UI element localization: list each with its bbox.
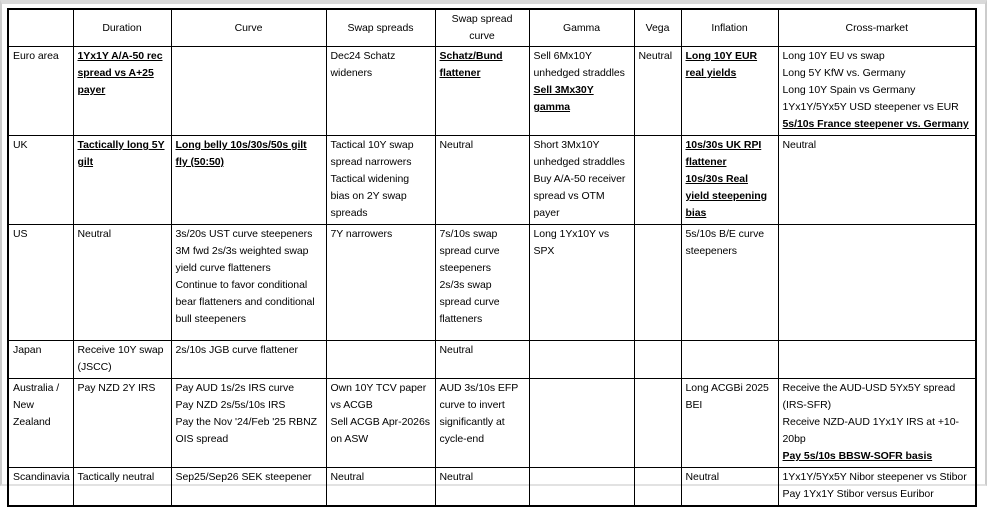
cell-japan-vega <box>634 341 681 379</box>
table-row-japan <box>8 341 976 379</box>
cell-japan-swap-spreads <box>326 341 435 379</box>
cell-japan-swap-spread-curve <box>435 341 529 379</box>
trade-item-conviction: Pay 5s/10s BBSW-SOFR basis <box>782 450 933 462</box>
trade-item-conviction: Long 10Y EUR real yields <box>685 50 758 79</box>
cell-us-swap-spread-curve <box>435 225 529 341</box>
cell-australia-new-zealand-cross-market <box>778 379 976 468</box>
table-row-australia-new-zealand <box>8 379 976 468</box>
trade-item-conviction: Long belly 10s/30s/50s gilt fly (50:50) <box>175 139 307 168</box>
cell-australia-new-zealand-vega <box>634 379 681 468</box>
trade-item-conviction: Tactically long 5Y gilt <box>77 139 165 168</box>
trade-recommendations-table <box>7 8 977 507</box>
trade-item: Long ACGBi 2025 BEI <box>685 382 769 411</box>
trade-item: Buy A/A-50 receiver spread vs OTM payer <box>533 173 626 219</box>
cell-uk-swap-spreads <box>326 136 435 225</box>
trade-item: Tactically neutral <box>77 471 155 483</box>
trade-item: Sell ACGB Apr-2026s on ASW <box>330 416 430 445</box>
trade-item: Long 5Y KfW vs. Germany <box>782 67 906 79</box>
cell-us-vega <box>634 225 681 341</box>
cell-uk-curve <box>171 136 326 225</box>
cell-euro-area-duration <box>73 47 171 136</box>
cell-uk-vega <box>634 136 681 225</box>
trade-item: Tactical 10Y swap spread narrowers <box>330 139 414 168</box>
cell-scandinavia-vega <box>634 468 681 507</box>
trade-item: Neutral <box>439 344 473 356</box>
trade-item-conviction: Sell 3Mx30Y gamma <box>533 84 594 113</box>
trade-item: Neutral <box>439 471 473 483</box>
cell-uk-gamma <box>529 136 634 225</box>
cell-us-cross-market <box>778 225 976 341</box>
trade-item: AUD 3s/10s EFP curve to invert significantly at cycle-end <box>439 382 518 445</box>
trade-item: Tactical widening bias on 2Y swap spreads <box>330 173 410 219</box>
column-header-cross-market: Cross-market <box>778 9 976 47</box>
column-header-region <box>8 9 73 47</box>
trade-item: 3M fwd 2s/3s weighted swap yield curve flatteners <box>175 245 309 274</box>
region-label-euro-area: Euro area <box>8 47 73 136</box>
region-label-japan: Japan <box>8 341 73 379</box>
column-header-swap-spreads: Swap spreads <box>326 9 435 47</box>
trade-item: Long 1Yx10Y vs SPX <box>533 228 610 257</box>
trade-item: Dec24 Schatz wideners <box>330 50 396 79</box>
cell-japan-inflation <box>681 341 778 379</box>
trade-item-conviction: 10s/30s Real yield steepening bias <box>685 173 767 219</box>
cell-scandinavia-duration <box>73 468 171 507</box>
region-label-us: US <box>8 225 73 341</box>
trade-item: Receive the AUD-USD 5Yx5Y spread (IRS-SFR) <box>782 382 956 411</box>
region-label-uk: UK <box>8 136 73 225</box>
table-row-us <box>8 225 976 341</box>
trade-item: Pay the Nov '24/Feb '25 RBNZ OIS spread <box>175 416 318 445</box>
cell-scandinavia-cross-market <box>778 468 976 507</box>
trade-item: Pay NZD 2Y IRS <box>77 382 156 394</box>
cell-japan-duration <box>73 341 171 379</box>
trade-item: 7Y narrowers <box>330 228 393 240</box>
column-header-curve: Curve <box>171 9 326 47</box>
trade-item: Continue to favor conditional bear flatteners and conditional bull steepeners <box>175 279 315 325</box>
cell-uk-swap-spread-curve <box>435 136 529 225</box>
trade-item: 7s/10s swap spread curve steepeners <box>439 228 500 274</box>
trade-item: 2s/10s JGB curve flattener <box>175 344 298 356</box>
region-label-australia-new-zealand: Australia / New Zealand <box>8 379 73 468</box>
trade-item: 3s/20s UST curve steepeners <box>175 228 313 240</box>
cell-euro-area-curve <box>171 47 326 136</box>
cell-euro-area-vega <box>634 47 681 136</box>
trade-item-conviction: 10s/30s UK RPI flattener <box>685 139 762 168</box>
cell-scandinavia-swap-spreads <box>326 468 435 507</box>
cell-us-inflation <box>681 225 778 341</box>
trade-item: Neutral <box>638 50 672 62</box>
trade-item: Long 10Y EU vs swap <box>782 50 885 62</box>
trade-item: Neutral <box>439 139 473 151</box>
trade-item: Sep25/Sep26 SEK steepener <box>175 471 312 483</box>
trade-item: Neutral <box>685 471 719 483</box>
trade-item: Neutral <box>330 471 364 483</box>
cell-australia-new-zealand-curve <box>171 379 326 468</box>
trade-item-conviction: 5s/10s France steepener vs. Germany <box>782 118 969 130</box>
column-header-gamma: Gamma <box>529 9 634 47</box>
cell-uk-duration <box>73 136 171 225</box>
trade-item-conviction: 1Yx1Y A/A-50 rec spread vs A+25 payer <box>77 50 163 96</box>
trade-item: Own 10Y TCV paper vs ACGB <box>330 382 427 411</box>
cell-euro-area-swap-spreads <box>326 47 435 136</box>
table-row-uk <box>8 136 976 225</box>
cell-euro-area-cross-market <box>778 47 976 136</box>
cell-australia-new-zealand-inflation <box>681 379 778 468</box>
cell-australia-new-zealand-gamma <box>529 379 634 468</box>
table-row-scandinavia <box>8 468 976 507</box>
cell-japan-gamma <box>529 341 634 379</box>
trade-item: Sell 6Mx10Y unhedged straddles <box>533 50 625 79</box>
cell-euro-area-gamma <box>529 47 634 136</box>
trade-item: 5s/10s B/E curve steepeners <box>685 228 765 257</box>
trade-item: 1Yx1Y/5Yx5Y Nibor steepener vs Stibor <box>782 471 967 483</box>
cell-uk-cross-market <box>778 136 976 225</box>
cell-australia-new-zealand-duration <box>73 379 171 468</box>
column-header-vega: Vega <box>634 9 681 47</box>
column-header-duration: Duration <box>73 9 171 47</box>
cell-us-swap-spreads <box>326 225 435 341</box>
cell-scandinavia-inflation <box>681 468 778 507</box>
cell-euro-area-inflation <box>681 47 778 136</box>
cell-us-curve <box>171 225 326 341</box>
region-label-scandinavia: Scandinavia <box>8 468 73 507</box>
trade-item: Neutral <box>782 139 816 151</box>
cell-us-gamma <box>529 225 634 341</box>
cell-euro-area-swap-spread-curve <box>435 47 529 136</box>
table-row-euro-area <box>8 47 976 136</box>
cell-japan-curve <box>171 341 326 379</box>
trade-item: Neutral <box>77 228 111 240</box>
cell-japan-cross-market <box>778 341 976 379</box>
cell-us-duration <box>73 225 171 341</box>
column-header-inflation: Inflation <box>681 9 778 47</box>
trade-item: Pay 1Yx1Y Stibor versus Euribor <box>782 488 934 500</box>
trade-item: 1Yx1Y/5Yx5Y USD steepener vs EUR <box>782 101 959 113</box>
trade-item: Pay AUD 1s/2s IRS curve <box>175 382 294 394</box>
trade-item: Short 3Mx10Y unhedged straddles <box>533 139 625 168</box>
cell-australia-new-zealand-swap-spread-curve <box>435 379 529 468</box>
column-header-swap-spread-curve: Swap spread curve <box>435 9 529 47</box>
table-body <box>8 47 976 507</box>
cell-scandinavia-curve <box>171 468 326 507</box>
header-row <box>8 9 976 47</box>
cell-uk-inflation <box>681 136 778 225</box>
trade-item-conviction: Schatz/Bund flattener <box>439 50 503 79</box>
cell-australia-new-zealand-swap-spreads <box>326 379 435 468</box>
trade-item: Receive 10Y swap (JSCC) <box>77 344 164 373</box>
trade-item: 2s/3s swap spread curve flatteners <box>439 279 500 325</box>
cell-scandinavia-swap-spread-curve <box>435 468 529 507</box>
trade-item: Long 10Y Spain vs Germany <box>782 84 916 96</box>
cell-scandinavia-gamma <box>529 468 634 507</box>
trade-item: Pay NZD 2s/5s/10s IRS <box>175 399 286 411</box>
trade-item: Receive NZD-AUD 1Yx1Y IRS at +10-20bp <box>782 416 959 445</box>
